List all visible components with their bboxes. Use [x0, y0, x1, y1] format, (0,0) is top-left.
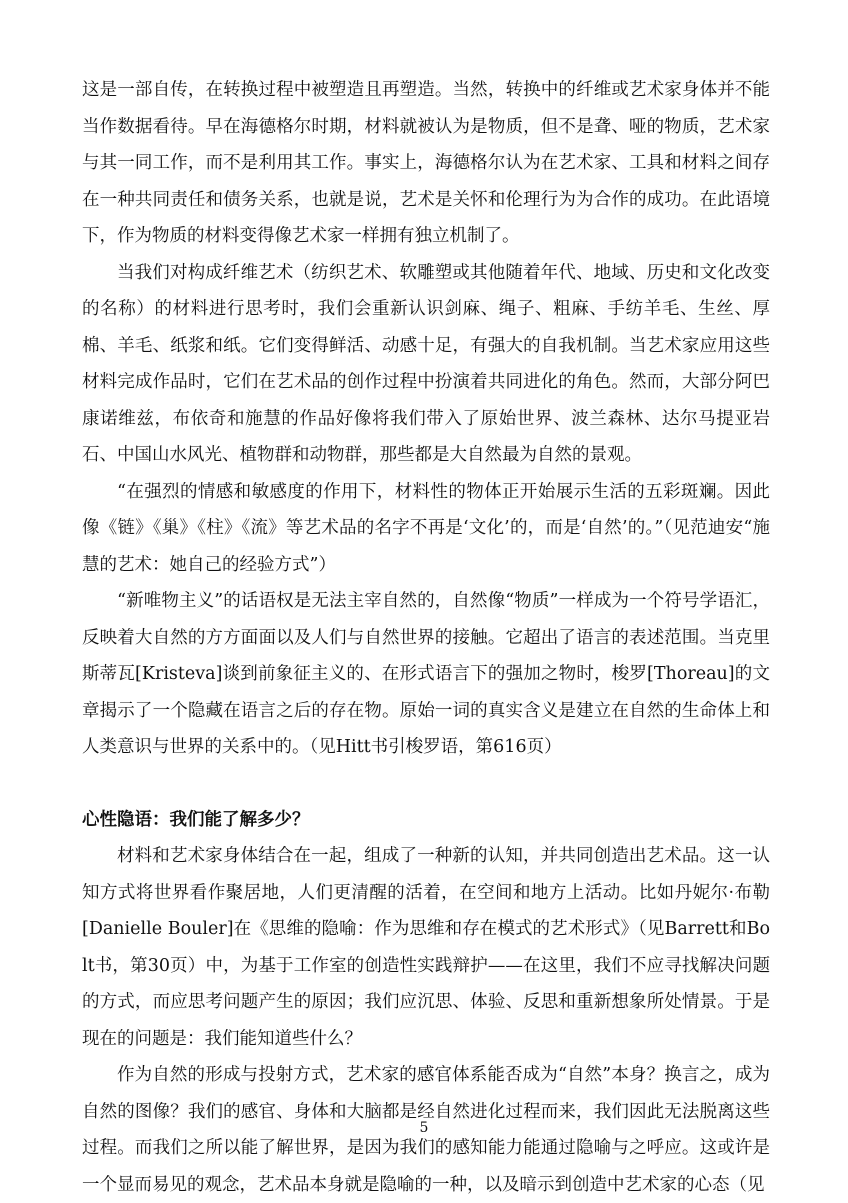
paragraph-autobiography: 这是一部自传，在转换过程中被塑造且再塑造。当然，转换中的纤维或艺术家身体并不能当作数据看待。早在海德格尔时期，材料就被认为是物质，但不是聋、哑的物质，艺术家与其一同工作，而不是利用其工作。事实上，海德格尔认为在艺术家、工具和材料之间存在一种共同责任和债务关系，也就是说，艺术是关怀和伦理行为为合作的成功。在此语境下，作为物质的材料变得像艺术家一样拥有独立机制了。 — [82, 80, 770, 246]
page-number: 5 — [419, 1120, 429, 1136]
paragraph-senses-nature: 作为自然的形成与投射方式，艺术家的感官体系能否成为“自然”本身？换言之，成为自然的图像？我们的感官、身体和大脑都是经自然进化过程而来，我们因此无法脱离这些过程。而我们之所以能了解世界，是因为我们的感知能力能通过隐喻与之呼应。这或许是一个显而易见的观念，艺术品本身就是隐喻的一种，以及暗示到创造中艺术家的心态（见 — [82, 1065, 770, 1195]
document-body — [82, 72, 770, 1203]
paragraph-fiber-materials: 当我们对构成纤维艺术（纺织艺术、软雕塑或其他随着年代、地域、历史和文化改变的名称）的材料进行思考时，我们会重新认识剑麻、绳子、粗麻、手纺羊毛、生丝、厚棉、羊毛、纸浆和纸。它们变得鲜活、动感十足，有强大的自我机制。当艺术家应用这些材料完成作品时，它们在艺术品的创作过程中扮演着共同进化的角色。然而，大部分阿巴康诺维兹，布依奇和施慧的作品好像将我们带入了原始世界、波兰森林、达尔马提亚岩石、中国山水风光、植物群和动物群，那些都是大自然最为自然的景观。 — [82, 262, 770, 465]
paragraph-new-materialism: “新唯物主义”的话语权是无法主宰自然的，自然像“物质”一样成为一个符号学语汇，反映着大自然的方方面面以及人们与自然世界的接触。它超出了语言的表述范围。当克里斯蒂瓦[Kristeva]谈到前象征主义的、在形式语言下的强加之物时，梭罗[Thoreau]的文章揭示了一个隐藏在语言之后的存在物。原始一词的真实含义是建立在自然的生命体上和人类意识与世界的关系中的。（见Hitt书引梭罗语，第616页） — [82, 591, 770, 757]
paragraph-new-cognition: 材料和艺术家身体结合在一起，组成了一种新的认知，并共同创造出艺术品。这一认知方式将世界看作聚居地，人们更清醒的活着，在空间和地方上活动。比如丹妮尔·布勒[Danielle Bouler]在《思维的隐喻：作为思维和存在模式的艺术形式》（见Barrett和Bolt书，第30页）中，为基于工作室的创造性实践辩护——在这里，我们不应寻找解决问题的方式，而应思考问题产生的原因；我们应沉思、体验、反思和重新想象所处情景。于是现在的问题是：我们能知道些什么？ — [82, 846, 770, 1049]
paragraph-quote-artwork-names: “在强烈的情感和敏感度的作用下，材料性的物体正开始展示生活的五彩斑斓。因此像《链》《巢》《柱》《流》等艺术品的名字不再是‘文化’的，而是‘自然’的。”（见范迪安“施慧的艺术：她自己的经验方式”） — [82, 481, 770, 575]
section-heading: 心性隐语：我们能了解多少？ — [82, 809, 310, 830]
section-spacer — [82, 766, 770, 802]
